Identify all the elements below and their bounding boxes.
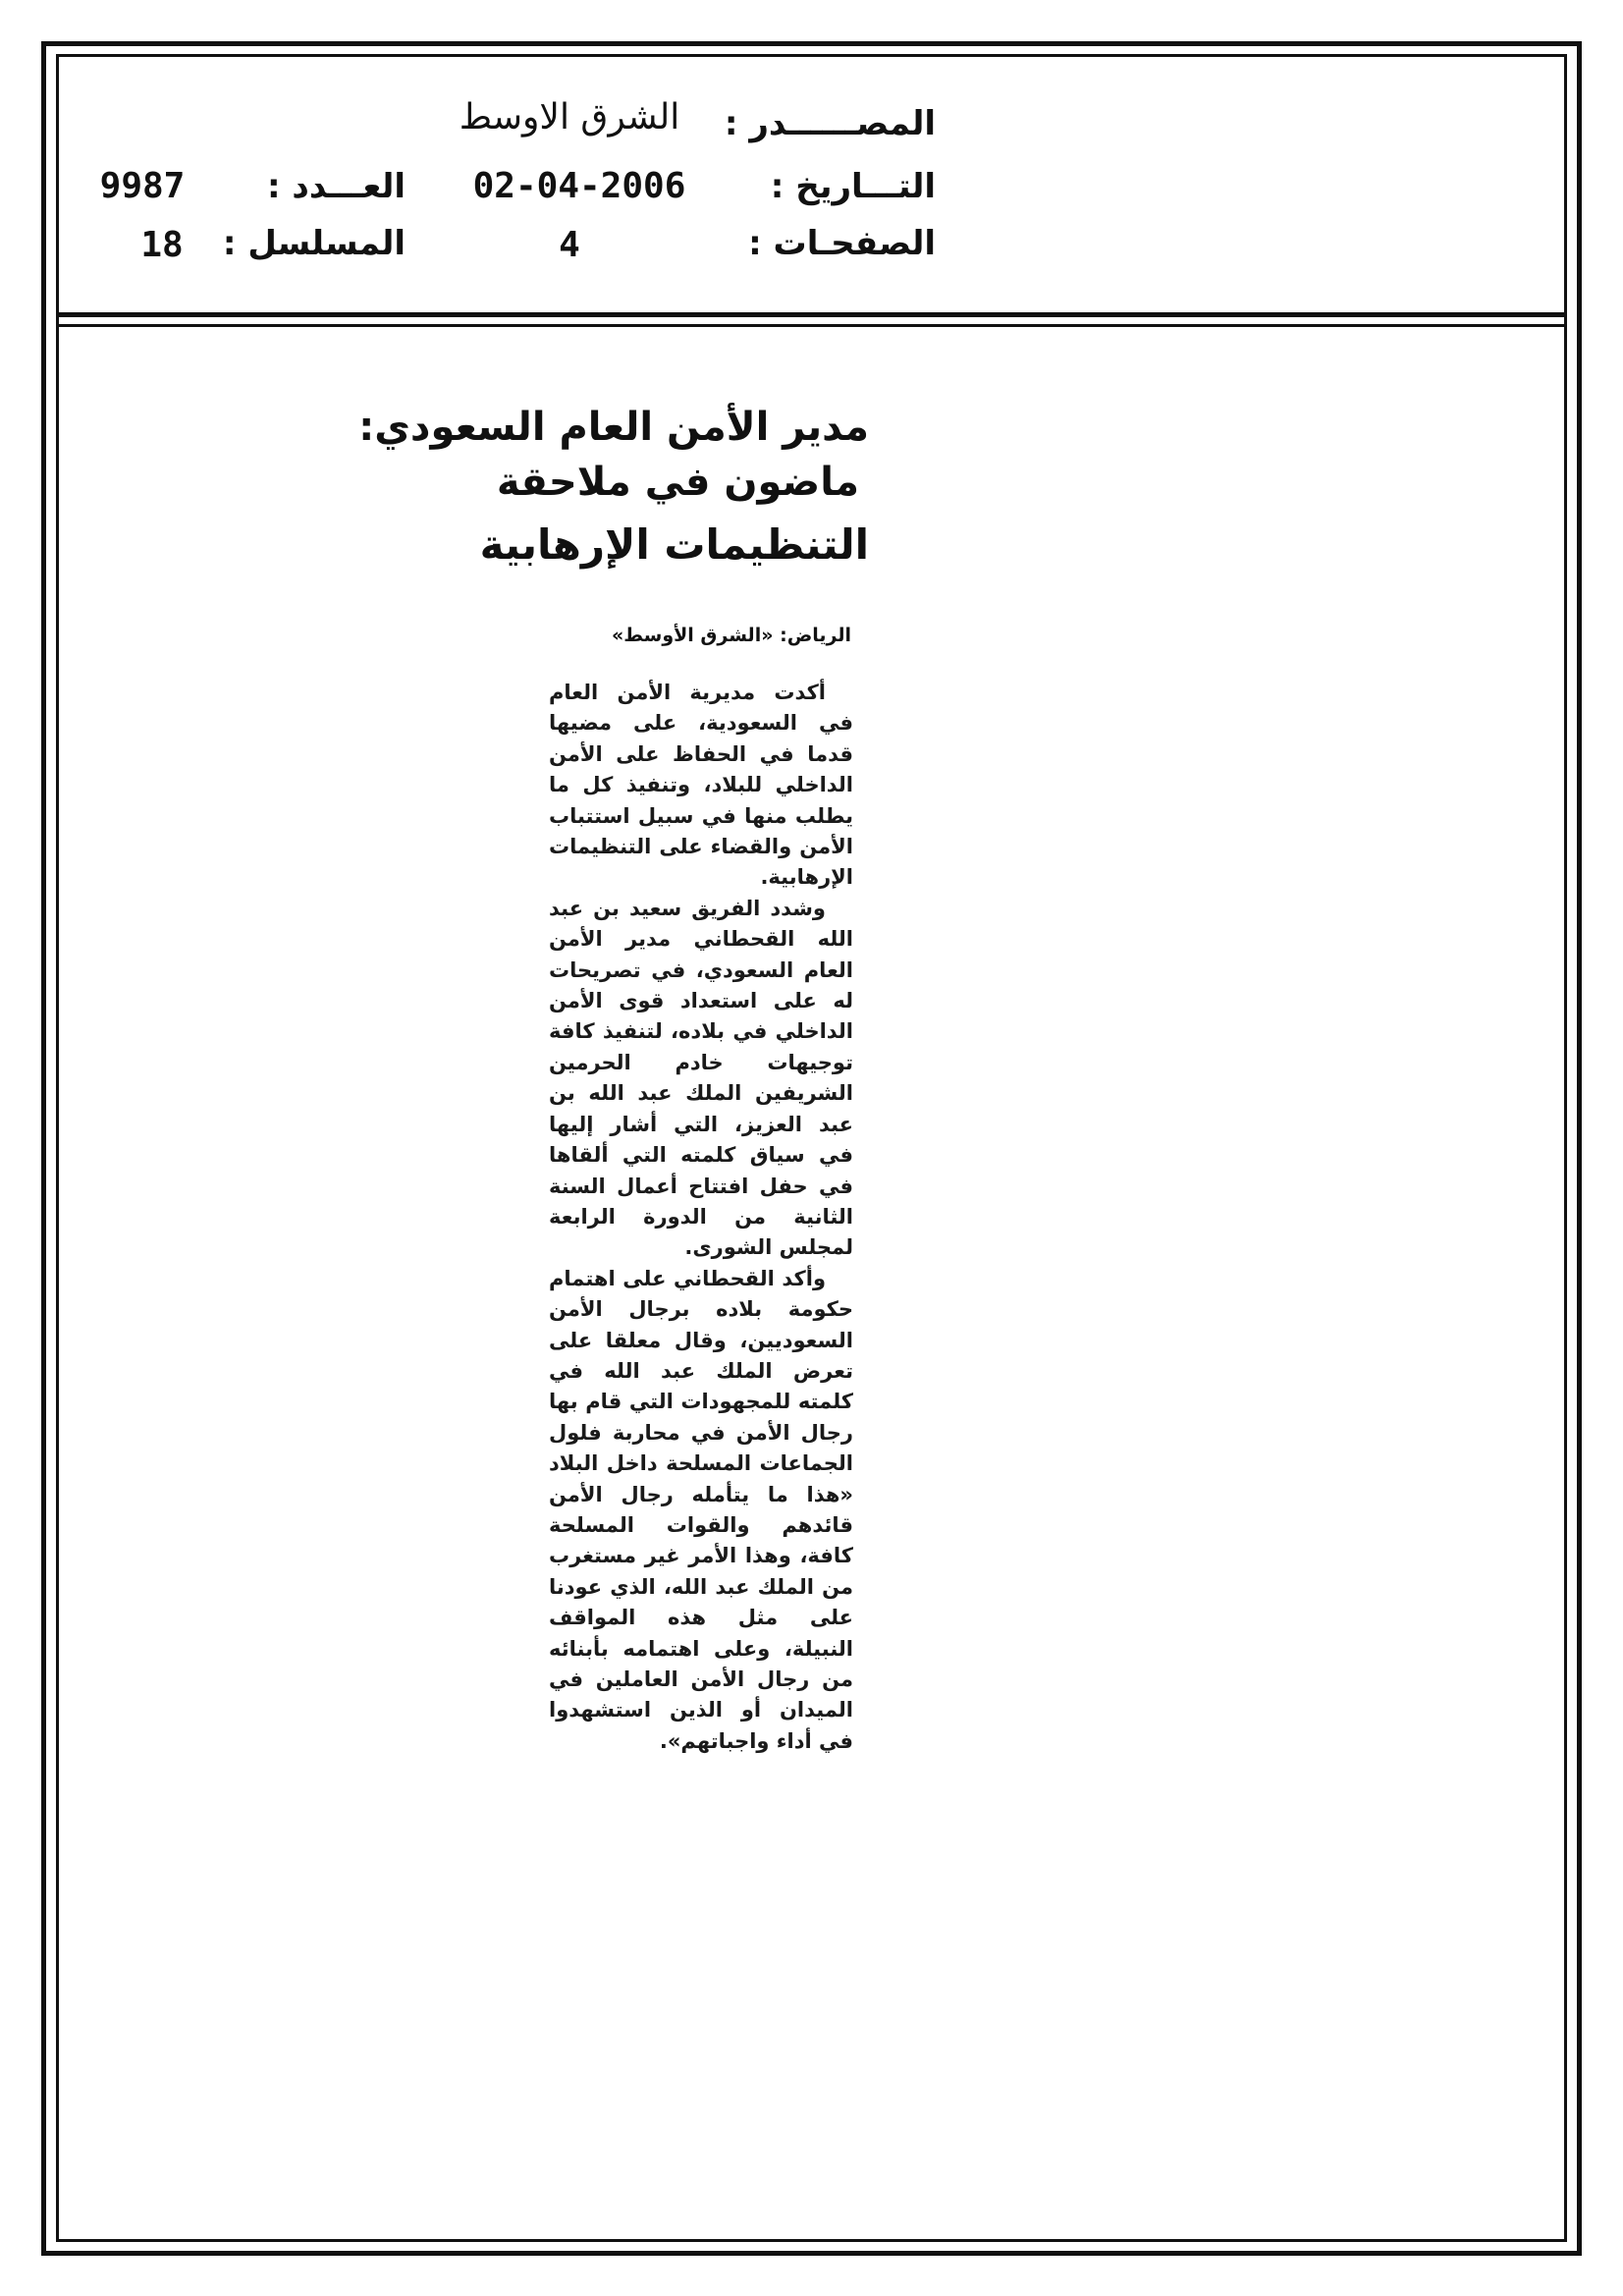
article-dateline: الرياض: «الشرق الأوسط» [612,625,851,646]
pages-value: 4 [559,225,580,265]
serial-label: المسلسل : [222,224,406,263]
date-value: 02-04-2006 [472,166,686,206]
pages-label: الصفحـات : [748,224,936,263]
headline-line-3: التنظيمات الإرهابية [479,520,869,569]
serial-value: 18 [140,225,184,265]
article-paragraph: وشدد الفريق سعيد بن عبد الله القحطاني مدير الأمن العام السعودي، في تصريحات له على استعداد قوى الأمن الداخلي في بلاده، لتنفيذ كافة توجيهات خادم الحرمين الشريفين الملك عبد الله بن عبد العزيز، التي أشار إليها في سياق كلمته التي ألقاها في حفل افتتاح أعمال السنة الثانية من الدورة الرابعة لمجلس الشورى. [549,896,853,1260]
headline-line-2: ماضون في ملاحقة [496,460,859,505]
article-body [549,678,853,1757]
source-value: الشرق الاوسط [459,97,680,137]
article-paragraph: أكدت مديرية الأمن العام في السعودية، على مضيها قدما في الحفاظ على الأمن الداخلي للبلاد، وتنفيذ كل ما يطلب منها في سبيل استتباب الأمن والقضاء على التنظيمات الإرهابية. [549,681,853,890]
header-divider [56,312,1567,317]
issue-value: 9987 [99,166,186,206]
article-paragraph: وأكد القحطاني على اهتمام حكومة بلاده برجال الأمن السعوديين، وقال معلقا على تعرض الملك عبد الله في كلمته للمجهودات التي قام بها رجال الأمن في محاربة فلول الجماعات المسلحة داخل البلاد «هذا ما يتأمله رجال الأمن قائدهم والقوات المسلحة كافة، وهذا الأمر غير مستغرب من الملك عبد الله، الذي عودنا على مثل هذه المواقف النبيلة، وعلى اهتمامه بأبنائه من رجال الأمن العاملين في الميدان أو الذين استشهدوا في أداء واجباتهم». [549,1266,853,1753]
date-label: التـــاريخ : [770,167,936,206]
issue-label: العـــدد : [267,167,406,206]
source-label: المصــــــدر : [724,104,936,143]
headline-line-1: مدير الأمن العام السعودي: [358,405,869,450]
header-divider-thin [56,324,1567,327]
